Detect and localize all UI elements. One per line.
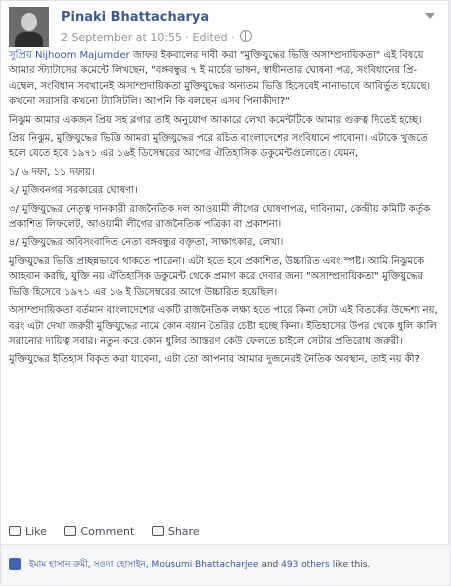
likes-others-link[interactable]: 493 others [281,560,330,570]
mention-link[interactable]: সুপ্রিয় Nijhoom Majumder [9,50,130,61]
paragraph: নিঝুম আমার একজন প্রিয় সহ ব্লগার তাই অনুযোগ আকারে লেখা কমেন্টটিকে আমার গুরুত্ব দিতেই হচ্ছে। [9,114,422,126]
comment-icon [64,526,76,536]
author-name[interactable]: Pinaki Bhattacharya [61,10,210,25]
paragraph-text: জাফর ইকবালের দাবী করা "মুক্তিযুদ্ধের ভিত্তি অসাম্প্রদায়িকতা" এই বিষয়ে আমার স্ট্যাটাসের কমেন্টে লিখছেন, "বঙ্গবন্ধুর ৭ ই মার্চের ভাষন, স্বাধীনতার ঘোষনা পত্র, সংবিধানের প্রি-এম্বেল, সংবিধান সবখানেই অসাম্প্রদায়িকতা মুক্তিযুদ্ধের অন্যতম ভিত্তি হিসেবেই নানাভাবে আবির্ভুত হয়েছে। কখনো সরাসরি কখনো ট্যাসিটলি। আপনি কি বলছেন এসব পিনাকীদা?" [9,50,431,108]
post-header [9,7,439,47]
timestamp[interactable]: 2 September at 10:55 [61,31,183,44]
paragraph: মুক্তিযুদ্ধের ভিত্তি প্রচ্ছন্নভাবে থাকতে পারেনা। এটা হতে হবে প্রকাশিত, উচ্চারিত এবং স্পষ্ট। আমি নিঝুমকে আহবান করছি, যুক্তি নয় ঐতিহাসিক ডকুমেন্ট থেকে প্রমাণ করে দেবার জন্য "অসাম্প্রদায়িকতা" মুক্তিযুদ্ধের ভিত্তি হিসেবে ১৯৭১ এর ১৬ ই ডিসেম্বরের আগে উচ্চারিত হয়েছিল। [9,255,425,298]
likes-summary [29,557,370,572]
avatar-body [15,32,43,47]
likes-and: and [258,560,282,570]
list-item: ৪/ মুক্তিযুদ্ধের অবিসংবাদিত নেতা বঙ্গবন্ধুর বক্তৃতা, সাক্ষাৎকার, লেখা। [9,237,284,249]
edited-label[interactable]: Edited · [192,31,235,44]
paragraph: অসাম্প্রদায়িকতা বর্তমান বাংলাদেশের একটি রাজনৈতিক লক্ষ্য হতে পারে কিনা সেটা এই বিতর্কের উদ্দেশ্য নয়, বরং এটা দেখা জরুরী মুক্তিযুদ্ধের নামে কোন বয়ান তৈরির চেষ্টা হচ্ছে কিনা। ইতিহাসের উপর থেকে ধুলি কালি সরানোর দায়িত্ব সবার। নতুন করে কোন ধুলির আস্তরণ কেউ ফেলতে চাইলে সেটার প্রতিরোধ জরুরী। [9,305,438,347]
like-button[interactable] [9,525,47,538]
share-icon [152,526,164,536]
avatar-head [21,13,37,31]
paragraph [9,48,445,110]
list-item: ১/ ৬ দফা, ১১ দফায়। [9,166,95,178]
post-body [9,48,445,371]
paragraph: মুক্তিযুদ্ধের ইতিহাস বিকৃত করা যাবেনা, এটা তো আপনার আমার দুজনেরই নৈতিক অবস্থান, তাই নয় কী? [9,354,420,366]
avatar[interactable] [9,7,49,47]
globe-icon[interactable] [240,30,252,42]
like-label: Like [25,525,47,538]
meta-separator: · [185,31,190,44]
paragraph: প্রিয় নিঝুম, মুক্তিযুদ্ধের ভিত্তি আমরা মুক্তিযুদ্ধের পরে রচিত বাংলাদেশের সংবিধানে পাবোনা। এটাকে খুজতে হলে যেতে হবে ১৯৭১ এর ১৬ই ডিসেম্বরের আগের ঐতিহাসিক ডকুমেন্টগুলোতে। যেমন, [9,133,428,160]
like-icon [9,526,21,536]
comment-button[interactable] [64,525,134,538]
likes-bar [1,545,450,585]
list-item: ২/ মুজিবনগর সরকারের ঘোষণা। [9,185,138,197]
list-item: ৩/ মুক্তিযুদ্ধের নেতৃত্ব দানকারী রাজনৈতিক দল আওয়ামী লীগের ঘোষণাপত্র, দাবিনামা, কেন্দ্রীয় কমিটি কর্তৃক প্রকাশিত লিফলেট, আওয়ামী লীগের রাজনৈতিক পত্রিকা বা প্রকাশনা। [9,203,431,231]
share-label: Share [167,525,200,538]
share-button[interactable] [152,525,200,538]
chevron-down-icon[interactable] [425,13,435,19]
likes-suffix: like this. [329,560,371,570]
post-meta [61,30,252,44]
comment-label: Comment [80,525,135,538]
post-actions [9,525,214,538]
thumbs-up-icon [9,558,21,570]
likers-names[interactable]: ইমাম হাসান রুমী, সওদা হোসাইন, Mousumi Bhattacharjee [29,560,259,570]
